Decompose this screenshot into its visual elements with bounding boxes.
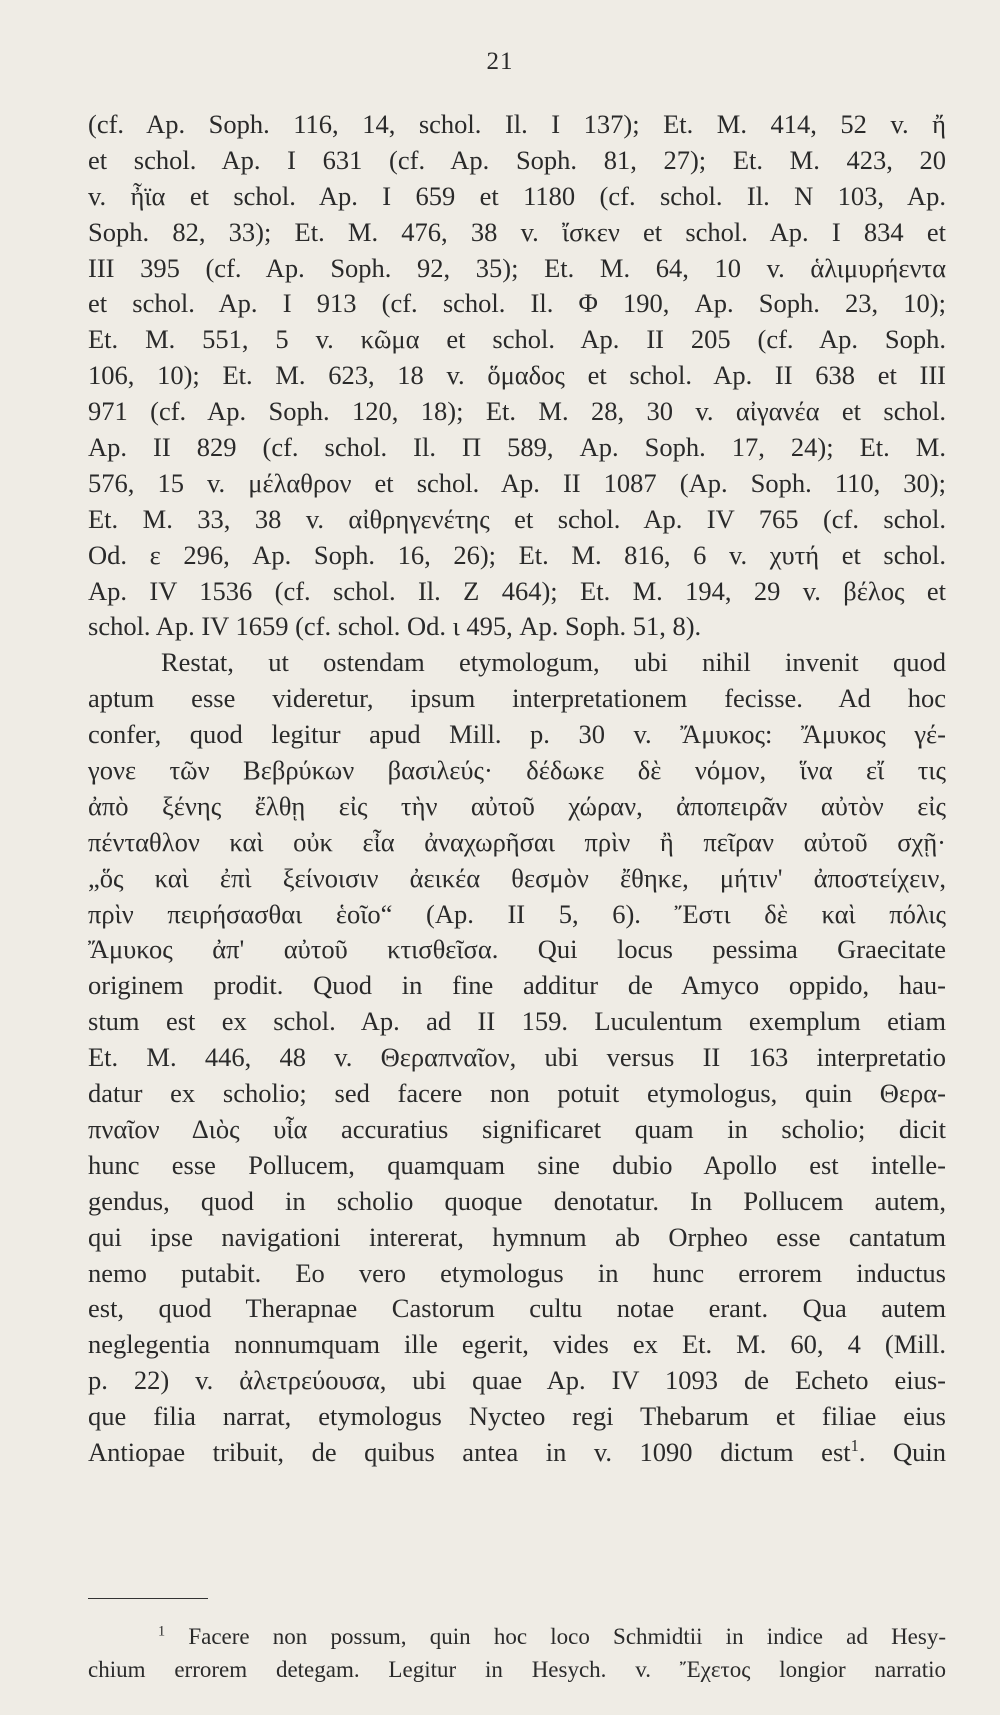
- text-line: que filia narrat, etymologus Nycteo regi Thebarum et filiae eius: [88, 1401, 946, 1432]
- text-line: datur ex scholio; sed facere non potuit etymologus, quin Θερα-: [88, 1078, 946, 1109]
- text-line: schol. Ap. IV 1659 (cf. schol. Od. ι 495, Ap. Soph. 51, 8).: [88, 611, 702, 642]
- text-segment: Antiopae tribuit, de quibus antea in v. 1090 dictum est: [88, 1436, 851, 1467]
- text-line: III 395 (cf. Ap. Soph. 92, 35); Et. M. 64, 10 v. ἁλιμυρήεντα: [88, 252, 946, 283]
- text-line: stum est ex schol. Ap. ad II 159. Luculentum exemplum etiam: [88, 1006, 946, 1037]
- text-line: (cf. Ap. Soph. 116, 14, schol. Il. I 137); Et. M. 414, 52 v. ἤ: [88, 109, 946, 139]
- text-line: hunc esse Pollucem, quamquam sine dubio Apollo est intelle-: [88, 1149, 946, 1180]
- page-number: 21: [486, 48, 514, 75]
- text-line: Od. ε 296, Ap. Soph. 16, 26); Et. M. 816, 6 v. χυτή et schol.: [88, 539, 946, 570]
- text-line: Ap. IV 1536 (cf. schol. Il. Ζ 464); Et. M. 194, 29 v. βέλος et: [88, 575, 946, 606]
- footnote-reference[interactable]: 1: [850, 1436, 859, 1456]
- text-line: neglegentia nonnumquam ille egerit, vides ex Et. M. 60, 4 (Mill.: [88, 1329, 946, 1360]
- text-line: est, quod Therapnae Castorum cultu notae erant. Qua autem: [88, 1293, 946, 1324]
- paragraph-start-line: Restat, ut ostendam etymologum, ubi nihil invenit quod: [161, 647, 946, 678]
- text-line: πναῖον Διὸς υἷα accuratius significaret quam in scholio; dicit: [88, 1113, 946, 1144]
- text-line: et schol. Ap. I 631 (cf. Ap. Soph. 81, 27); Et. M. 423, 20: [88, 144, 946, 175]
- text-line: Soph. 82, 33); Et. M. 476, 38 v. ἴσκεν et schol. Ap. I 834 et: [88, 216, 946, 247]
- text-line: Ap. II 829 (cf. schol. Il. Π 589, Ap. Soph. 17, 24); Et. M.: [88, 432, 946, 463]
- text-line: ἀπὸ ξένης ἔλθῃ εἰς τὴν αὐτοῦ χώραν, ἀποπειρᾶν αὐτὸν εἰς: [88, 790, 946, 821]
- text-line: confer, quod legitur apud Mill. p. 30 v. Ἄμυκος: Ἄμυκος γέ-: [88, 719, 946, 750]
- text-line: 971 (cf. Ap. Soph. 120, 18); Et. M. 28, 30 v. αἰγανέα et schol.: [88, 396, 946, 427]
- body-text: [88, 107, 946, 1471]
- text-line: et schol. Ap. I 913 (cf. schol. Il. Φ 190, Ap. Soph. 23, 10);: [88, 288, 946, 319]
- text-line: v. ἦϊα et schol. Ap. I 659 et 1180 (cf. schol. Il. N 103, Ap.: [88, 180, 946, 211]
- footnote-text: Facere non possum, quin hoc loco Schmidtii in indice ad Hesy-: [188, 1624, 947, 1649]
- text-line: „ὅς καὶ ἐπὶ ξείνοισιν ἀεικέα θεσμὸν ἔθηκε, μήτιν' ἀποστείχειν,: [88, 862, 946, 893]
- footnote-line: [88, 1620, 946, 1653]
- text-segment: Quin: [893, 1436, 946, 1467]
- text-line-with-footnote-ref: Antiopae tribuit, de quibus antea in v. 1090 dictum est$^1$. Quin: [88, 1436, 946, 1467]
- footnote-mark: 1: [158, 1623, 166, 1640]
- text-line: qui ipse navigationi intererat, hymnum ab Orpheo esse cantatum: [88, 1221, 946, 1252]
- text-line: γονε τῶν Βεβρύκων βασιλεύς· δέδωκε δὲ νόμον, ἵνα εἴ τις: [88, 755, 946, 786]
- footnote-line: chium errorem detegam. Legitur in Hesych. v. Ἔχετος longior narratio: [88, 1657, 946, 1682]
- text-line: p. 22) v. ἀλετρεύουσα, ubi quae Ap. IV 1093 de Echeto eius-: [88, 1365, 946, 1396]
- text-line: aptum esse videretur, ipsum interpretationem fecisse. Ad hoc: [88, 683, 946, 714]
- text-line: πρὶν πειρήσασθαι ἑοῖο“ (Ap. II 5, 6). Ἔστι δὲ καὶ πόλις: [88, 898, 946, 929]
- text-line: nemo putabit. Eo vero etymologus in hunc errorem inductus: [88, 1257, 946, 1288]
- text-line: Et. M. 33, 38 v. αἰθρηγενέτης et schol. Ap. IV 765 (cf. schol.: [88, 503, 946, 534]
- text-line: 106, 10); Et. M. 623, 18 v. ὅμαδος et schol. Ap. II 638 et III: [88, 360, 946, 391]
- text-line: πένταθλον καὶ οὐκ εἶα ἀναχωρῆσαι πρὶν ἢ πεῖραν αὐτοῦ σχῇ·: [88, 826, 946, 857]
- text-line: originem prodit. Quod in fine additur de Amyco oppido, hau-: [88, 970, 946, 1001]
- text-line: 576, 15 v. μέλαθρον et schol. Ap. II 1087 (Ap. Soph. 110, 30);: [88, 467, 946, 498]
- text-line: Et. M. 551, 5 v. κῶμα et schol. Ap. II 205 (cf. Ap. Soph.: [88, 324, 946, 355]
- footnotes: [88, 1620, 946, 1686]
- text-line: gendus, quod in scholio quoque denotatur. In Pollucem autem,: [88, 1185, 946, 1216]
- text-line: Et. M. 446, 48 v. Θεραπναῖον, ubi versus II 163 interpretatio: [88, 1042, 946, 1073]
- text-line: Ἄμυκος ἀπ' αὐτοῦ κτισθεῖσα. Qui locus pessima Graecitate: [88, 934, 946, 965]
- footnote-separator: [88, 1598, 208, 1599]
